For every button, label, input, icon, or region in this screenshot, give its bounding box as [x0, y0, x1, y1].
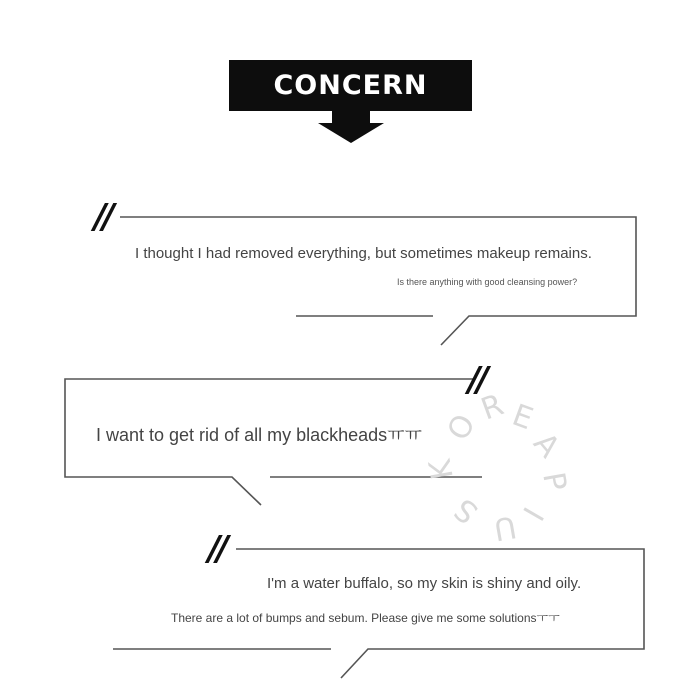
watermark-letter-s: S: [447, 490, 486, 531]
concern-3-sub-text: There are a lot of bumps and sebum. Please give me some solutionsㅜㅜ: [171, 611, 560, 625]
watermark-letter-i: I: [515, 500, 550, 527]
concern-1-sub-text: Is there anything with good cleansing power?: [397, 277, 578, 287]
watermark-letter-p: P: [535, 469, 573, 494]
quote-mark-3: //: [208, 529, 225, 569]
watermark-letter-e: E: [507, 397, 538, 438]
quote-mark-2: //: [468, 360, 485, 400]
watermark-letter-k: K: [422, 456, 461, 483]
quote-mark-1: //: [94, 197, 111, 237]
watermark-letter-u: U: [491, 508, 519, 547]
watermark-letter-o: O: [440, 408, 483, 447]
watermark-letter-a: A: [526, 426, 567, 465]
concern-1-main-text: I thought I had removed everything, but sometimes makeup remains.: [135, 245, 592, 262]
watermark-letter-r: R: [476, 387, 509, 428]
concern-2-main-text: I want to get rid of all my blackheadsㅠㅠ: [96, 425, 422, 445]
concern-3-main-text: I'm a water buffalo, so my skin is shiny and oily.: [267, 575, 582, 592]
header-title: CONCERN: [273, 70, 428, 101]
